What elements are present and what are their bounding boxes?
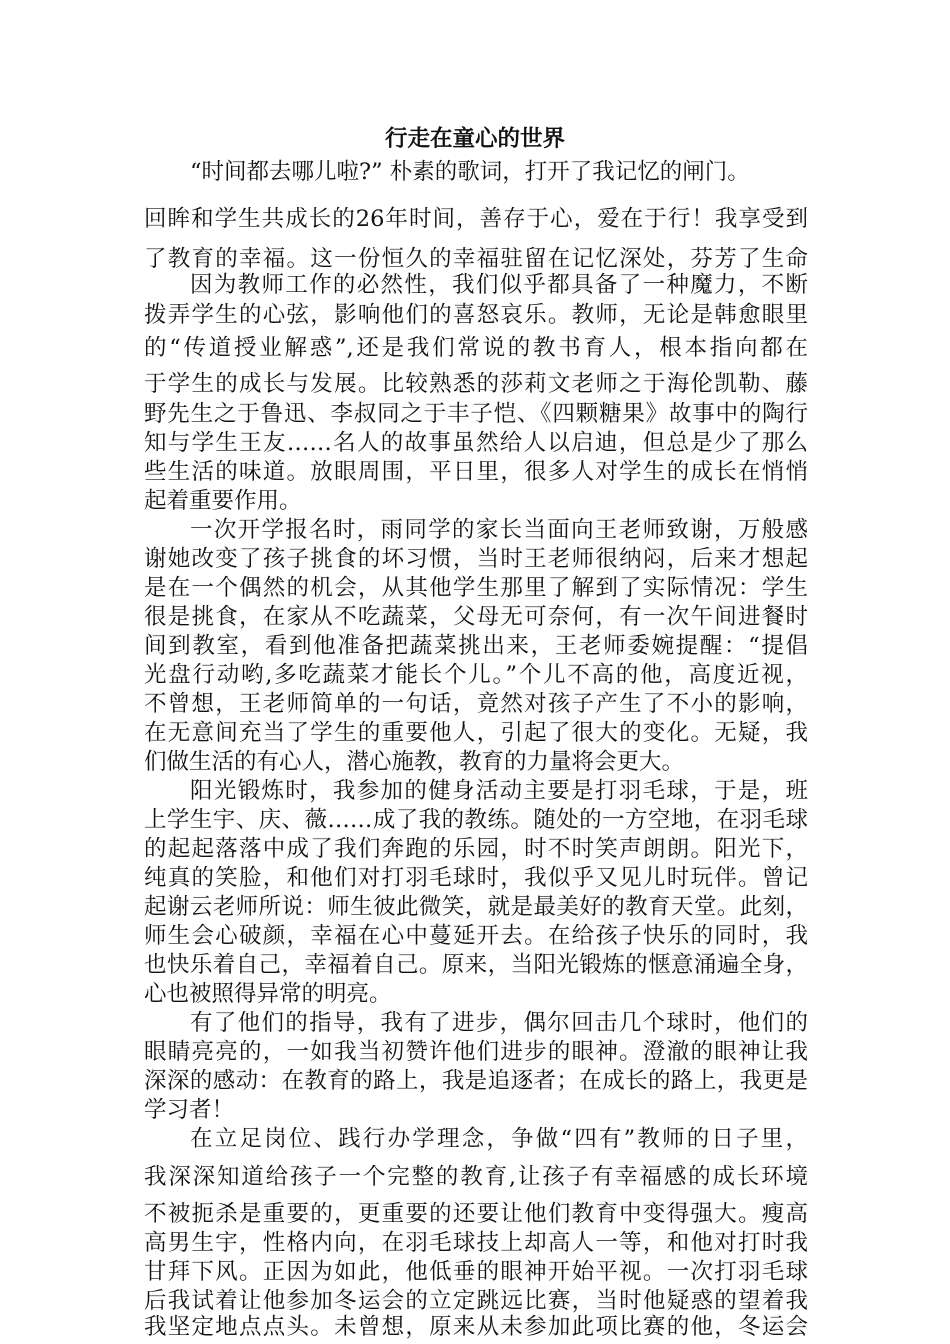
text-line: 不曾想，王老师简单的一句话，竟然对孩子产生了不小的影响，: [144, 691, 808, 717]
text-line: 回眸和学生共成长的26年时间，善存于心，爱在于行！我享受到: [144, 206, 808, 232]
text-line: 很是挑食，在家从不吃蔬菜，父母无可奈何，有一次午间进餐时: [144, 604, 808, 630]
text-line: 不被扼杀是重要的，更重要的还要让他们教育中变得强大。瘦高: [144, 1201, 808, 1227]
text-line: 上学生宇、庆、薇……成了我的教练。随处的一方空地，在羽毛球: [144, 807, 808, 833]
text-line: 甘拜下风。正因为如此，他低垂的眼神开始平视。一次打羽毛球: [144, 1259, 808, 1285]
document-title: 行走在童心的世界: [384, 126, 565, 152]
text-line: 的“传道授业解惑”,还是我们常说的教书育人，根本指向都在: [144, 335, 808, 361]
text-line: 在无意间充当了学生的重要他人，引起了很大的变化。无疑，我: [144, 720, 808, 746]
text-line: 深深的感动：在教育的路上，我是追逐者；在成长的路上，我更是: [144, 1068, 808, 1094]
text-line: 有了他们的指导，我有了进步，偶尔回击几个球时，他们的: [190, 1010, 808, 1036]
text-line: 光盘行动哟,多吃蔬菜才能长个儿。”个儿不高的他，高度近视，: [144, 662, 808, 688]
text-line: 后我试着让他参加冬运会的立定跳远比赛，当时他疑惑的望着我: [144, 1288, 808, 1314]
text-line: 的起起落落中成了我们奔跑的乐园，时不时笑声朗朗。阳光下，: [144, 836, 808, 862]
text-line: 眼睛亮亮的，一如我当初赞许他们进步的眼神。澄澈的眼神让我: [144, 1039, 808, 1065]
text-line: 野先生之于鲁迅、李叔同之于丰子恺、《四颗糖果》故事中的陶行: [144, 401, 808, 427]
text-line: 高男生宇，性格内向，在羽毛球技上却高人一等，和他对打时我: [144, 1230, 808, 1256]
text-line: 谢她改变了孩子挑食的坏习惯，当时王老师很纳闷，后来才想起: [144, 546, 808, 572]
text-line: 知与学生王友……名人的故事虽然给人以启迪，但总是少了那么: [144, 430, 808, 456]
text-line: 于学生的成长与发展。比较熟悉的莎莉文老师之于海伦凯勒、藤: [144, 371, 808, 397]
text-line: 在立足岗位、践行办学理念，争做“四有”教师的日子里，: [190, 1126, 808, 1152]
text-line: 起着重要作用。: [144, 488, 302, 514]
text-line: 起谢云老师所说：师生彼此微笑，就是最美好的教育天堂。此刻，: [144, 894, 808, 920]
text-line: 心也被照得异常的明亮。: [144, 981, 392, 1007]
text-line: 我坚定地点点头。未曾想，原来从未参加此项比赛的他，冬运会: [144, 1314, 808, 1340]
text-line: 学习者！: [144, 1097, 235, 1123]
text-line: 纯真的笑脸，和他们对打羽毛球时，我似乎又见儿时玩伴。曾记: [144, 865, 808, 891]
text-line: 拨弄学生的心弦，影响他们的喜怒哀乐。教师，无论是韩愈眼里: [144, 302, 808, 328]
text-line: 阳光锻炼时，我参加的健身活动主要是打羽毛球，于是，班: [190, 778, 808, 804]
text-line: 间到教室，看到他准备把蔬菜挑出来，王老师委婉提醒：“提倡: [144, 633, 808, 659]
text-line: 因为教师工作的必然性，我们似乎都具备了一种魔力，不断: [190, 272, 808, 298]
text-line: 们做生活的有心人，潜心施教，教育的力量将会更大。: [144, 749, 685, 775]
text-line: 师生会心破颜，幸福在心中蔓延开去。在给孩子快乐的同时，我: [144, 923, 808, 949]
text-line: 是在一个偶然的机会，从其他学生那里了解到了实际情况：学生: [144, 575, 808, 601]
text-line: 我深深知道给孩子一个完整的教育,让孩子有幸福感的成长环境: [144, 1164, 808, 1190]
text-line: “时间都去哪儿啦?” 朴素的歌词，打开了我记忆的闸门。: [190, 159, 750, 185]
text-line: 一次开学报名时，雨同学的家长当面向王老师致谢，万般感: [190, 517, 808, 543]
text-line: 了教育的幸福。这一份恒久的幸福驻留在记忆深处，芬芳了生命: [144, 246, 808, 272]
text-line: 些生活的味道。放眼周围，平日里，很多人对学生的成长在悄悄: [144, 459, 808, 485]
text-line: 也快乐着自己，幸福着自己。原来，当阳光锻炼的惬意涌遍全身，: [144, 952, 808, 978]
